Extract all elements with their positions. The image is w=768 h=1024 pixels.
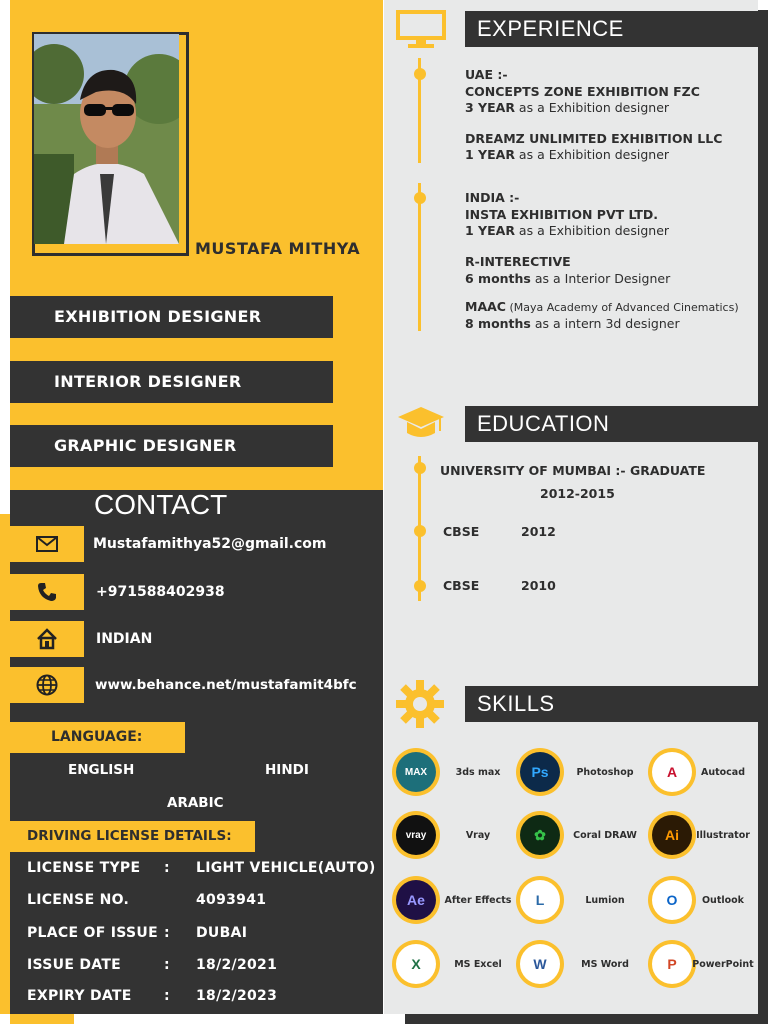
home-icon — [36, 628, 58, 650]
contact-phone[interactable]: +971588402938 — [96, 584, 225, 600]
right-bottom-strip — [405, 1014, 758, 1024]
license-no-value: 4093941 — [196, 892, 267, 908]
contact-nationality: INDIAN — [96, 631, 153, 647]
vray-icon: vray — [392, 811, 440, 859]
experience-timeline-india — [418, 183, 421, 331]
profile-name: MUSTAFA MITHYA — [195, 239, 361, 258]
license-title: DRIVING LICENSE DETAILS: — [10, 821, 255, 852]
skill-label: 3ds max — [455, 767, 501, 778]
after-effects-icon: Ae — [392, 876, 440, 924]
place-of-issue-label: PLACE OF ISSUE — [27, 925, 158, 941]
contact-email[interactable]: Mustafamithya52@gmail.com — [93, 536, 327, 552]
graduation-cap-icon — [396, 405, 446, 441]
exp-job-company: R-INTERECTIVE — [465, 254, 571, 269]
contact-website-row — [10, 667, 357, 703]
language-english: ENGLISH — [68, 762, 135, 778]
language-arabic: ARABIC — [167, 795, 224, 811]
exp-job-duration: 1 YEAR as a Exhibition designer — [465, 147, 670, 162]
illustrator-icon: Ai — [648, 811, 696, 859]
exp-job-duration: 6 months as a Interior Designer — [465, 271, 671, 286]
language-title: LANGUAGE: — [10, 722, 185, 753]
excel-icon: X — [392, 940, 440, 988]
profile-photo — [34, 34, 179, 244]
expiry-date-label: EXPIRY DATE — [27, 988, 132, 1004]
exp-job-company: CONCEPTS ZONE EXHIBITION FZC — [465, 84, 700, 99]
education-board: CBSE — [443, 578, 480, 593]
education-header: EDUCATION — [465, 406, 758, 442]
skill-label: PowerPoint — [692, 959, 754, 970]
education-board-year: 2012 — [521, 524, 556, 539]
exp-job-company: INSTA EXHIBITION PVT LTD. — [465, 207, 659, 222]
role-interior-designer: INTERIOR DESIGNER — [10, 361, 333, 403]
left-edge-strip — [0, 514, 10, 1014]
place-of-issue-colon: : — [164, 925, 170, 941]
monitor-icon — [396, 10, 446, 50]
globe-icon — [36, 674, 58, 696]
3ds-max-icon: MAX — [392, 748, 440, 796]
language-hindi: HINDI — [265, 762, 309, 778]
timeline-dot — [414, 525, 426, 537]
exp-job-duration: 8 months as a intern 3d designer — [465, 316, 680, 331]
phone-icon — [37, 582, 57, 602]
exp-india-region: INDIA :- — [465, 190, 520, 205]
expiry-date-colon: : — [164, 988, 170, 1004]
bottom-yellow-strip — [10, 1014, 74, 1024]
timeline-dot — [414, 68, 426, 80]
skill-label: Illustrator — [696, 830, 750, 841]
exp-job-duration: 3 YEAR as a Exhibition designer — [465, 100, 670, 115]
education-university: UNIVERSITY OF MUMBAI :- GRADUATE — [440, 463, 706, 478]
skill-label: MS Word — [581, 959, 629, 970]
contact-nationality-row — [10, 621, 152, 657]
role-graphic-designer: GRAPHIC DESIGNER — [10, 425, 333, 467]
skill-label: After Effects — [444, 895, 512, 906]
right-edge-strip — [758, 10, 768, 1024]
issue-date-label: ISSUE DATE — [27, 957, 122, 973]
contact-email-row — [10, 526, 327, 562]
experience-header: EXPERIENCE — [465, 11, 758, 47]
skill-label: Outlook — [701, 895, 744, 906]
expiry-date-value: 18/2/2023 — [196, 988, 278, 1004]
skill-label: Lumion — [585, 895, 625, 906]
contact-phone-row — [10, 574, 225, 610]
contact-title: CONTACT — [94, 489, 228, 520]
skills-header: SKILLS — [465, 686, 758, 722]
education-board: CBSE — [443, 524, 480, 539]
powerpoint-icon: P — [648, 940, 696, 988]
timeline-dot — [414, 462, 426, 474]
coreldraw-icon: ✿ — [516, 811, 564, 859]
exp-job-company: DREAMZ UNLIMITED EXHIBITION LLC — [465, 131, 723, 146]
skill-label: Photoshop — [576, 767, 634, 778]
photoshop-icon: Ps — [516, 748, 564, 796]
exp-job-company: MAAC (Maya Academy of Advanced Cinematics) — [465, 299, 739, 314]
word-icon: W — [516, 940, 564, 988]
place-of-issue-value: DUBAI — [196, 925, 248, 941]
timeline-dot — [414, 580, 426, 592]
license-no-label: LICENSE NO. — [27, 892, 130, 908]
lumion-icon: L — [516, 876, 564, 924]
issue-date-value: 18/2/2021 — [196, 957, 278, 973]
skill-label: Coral DRAW — [573, 830, 637, 841]
education-university-years: 2012-2015 — [540, 486, 615, 501]
timeline-dot — [414, 192, 426, 204]
outlook-icon: O — [648, 876, 696, 924]
mail-icon — [36, 536, 58, 552]
skill-label: MS Excel — [454, 959, 502, 970]
issue-date-colon: : — [164, 957, 170, 973]
education-board-year: 2010 — [521, 578, 556, 593]
autocad-icon: A — [648, 748, 696, 796]
skill-label: Autocad — [700, 767, 746, 778]
exp-job-duration: 1 YEAR as a Exhibition designer — [465, 223, 670, 238]
license-type-colon: : — [164, 860, 170, 876]
license-type-value: LIGHT VEHICLE(AUTO) — [196, 860, 376, 876]
contact-website[interactable]: www.behance.net/mustafamit4bfc — [95, 677, 357, 693]
exp-uae-region: UAE :- — [465, 67, 508, 82]
gear-icon — [394, 678, 446, 730]
license-type-label: LICENSE TYPE — [27, 860, 141, 876]
skill-label: Vray — [465, 830, 491, 841]
role-exhibition-designer: EXHIBITION DESIGNER — [10, 296, 333, 338]
